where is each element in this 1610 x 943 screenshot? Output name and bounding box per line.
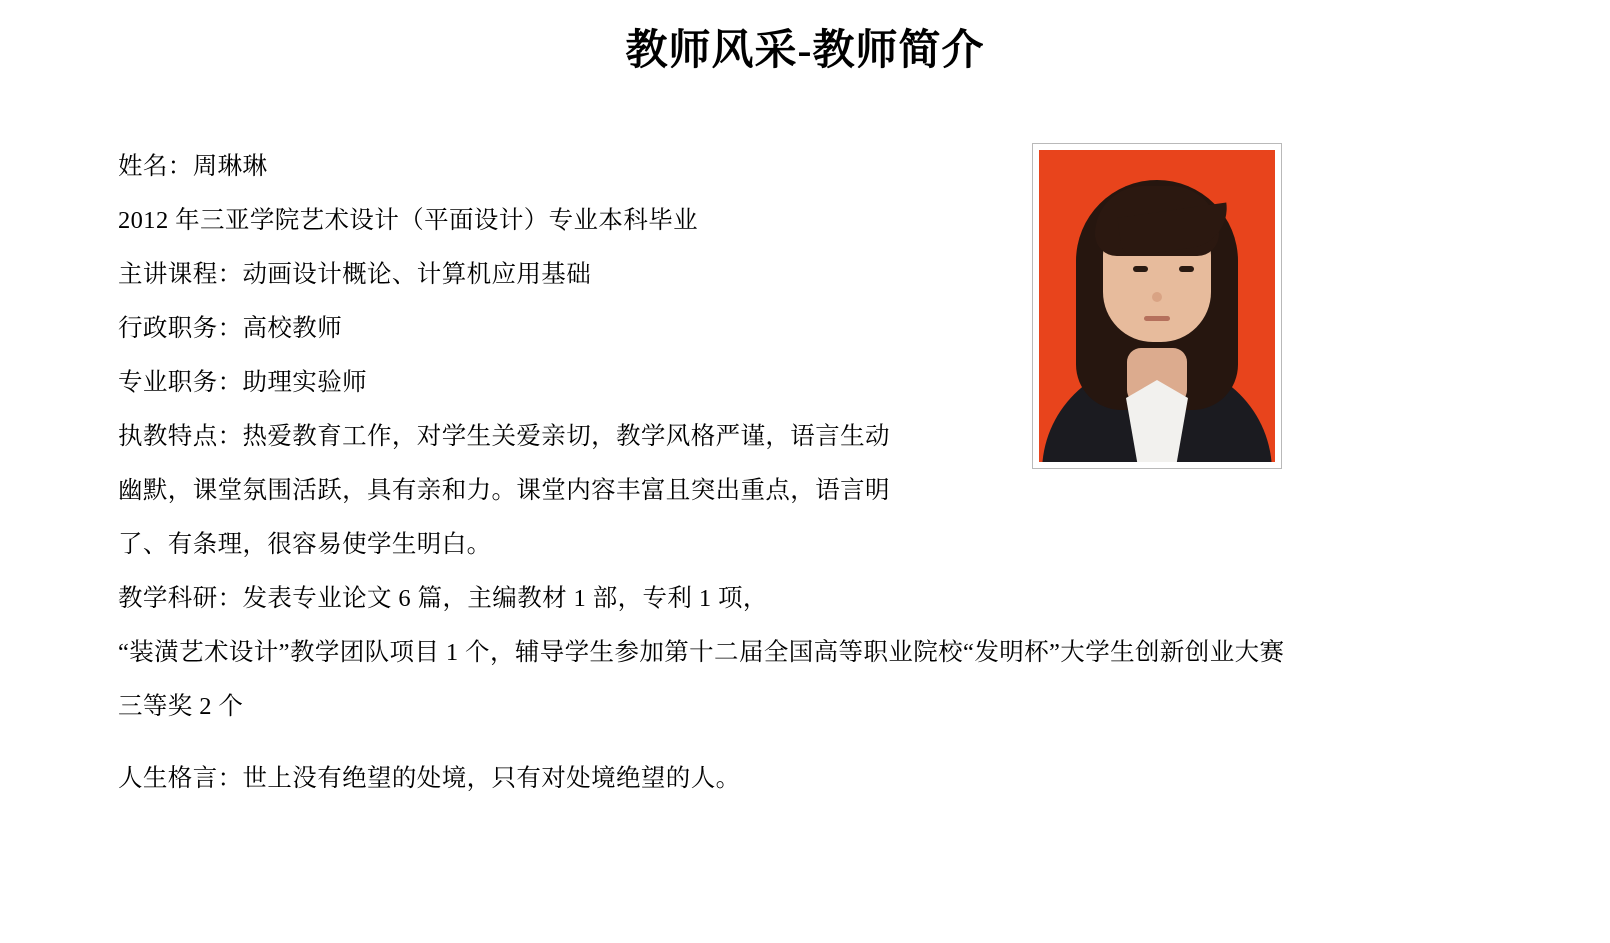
photo-mouth — [1144, 316, 1170, 321]
profile-line-motto: 人生格言：世上没有绝望的处境，只有对处境绝望的人。 — [118, 765, 741, 792]
profile-line-teaching-traits-2: 幽默，课堂氛围活跃，具有亲和力。课堂内容丰富且突出重点，语言明 — [118, 477, 890, 504]
profile-text-column — [118, 140, 1285, 806]
profile-line-teaching-traits-3: 了、有条理，很容易使学生明白。 — [118, 531, 492, 558]
page-title: 教师风采-教师简介 — [625, 28, 985, 74]
profile-line-admin-position: 行政职务：高校教师 — [118, 315, 343, 342]
profile-line-courses: 主讲课程：动画设计概论、计算机应用基础 — [118, 261, 592, 288]
profile-line-professional-title: 专业职务：助理实验师 — [118, 369, 367, 396]
teacher-photo-frame — [1032, 143, 1282, 469]
profile-line-research-2: “装潢艺术设计”教学团队项目 1 个，辅导学生参加第十二届全国高等职业院校“发明杯”大学生创新创业大赛 — [118, 639, 1285, 666]
profile-line-name: 姓名：周琳琳 — [118, 153, 268, 180]
profile-line-teaching-traits-1: 执教特点：热爱教育工作，对学生关爱亲切，教学风格严谨，语言生动 — [118, 423, 890, 450]
photo-nose — [1152, 292, 1162, 302]
profile-line-education: 2012 年三亚学院艺术设计（平面设计）专业本科毕业 — [118, 207, 699, 234]
profile-line-research-1: 教学科研：发表专业论文 6 篇，主编教材 1 部，专利 1 项， — [118, 585, 768, 612]
photo-eye-left — [1133, 266, 1148, 272]
teacher-photo — [1039, 150, 1275, 462]
profile-line-research-3: 三等奖 2 个 — [118, 693, 244, 720]
photo-eye-right — [1179, 266, 1194, 272]
